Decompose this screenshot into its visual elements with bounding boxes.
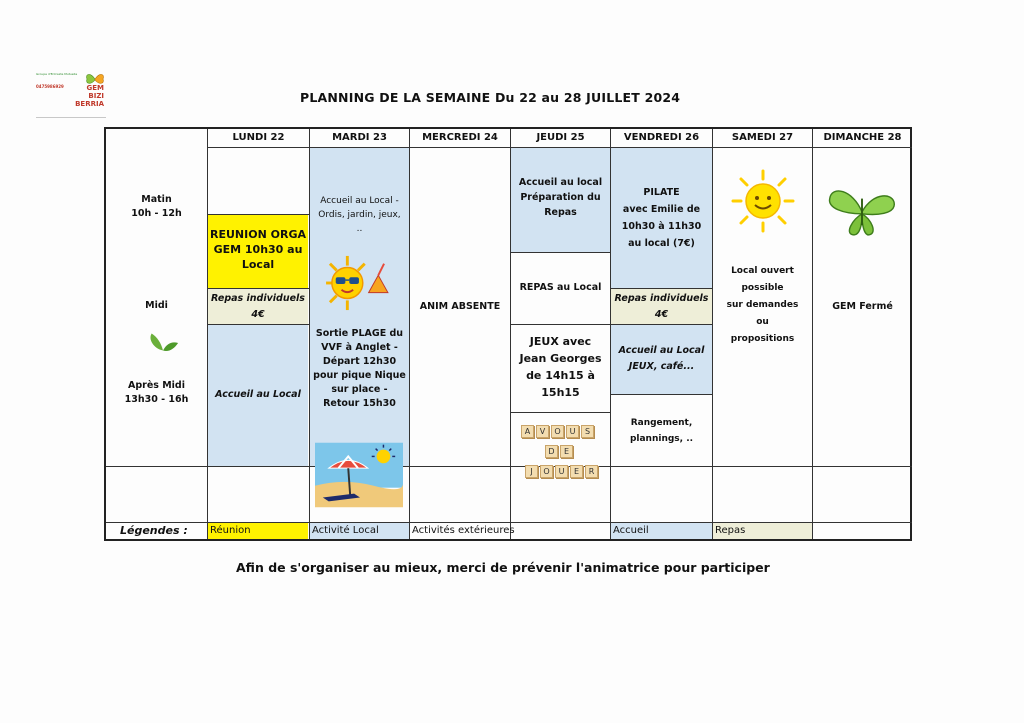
tile: D (545, 445, 558, 458)
mardi-sortie: Sortie PLAGE du VVF à Anglet - Départ 12h30 pour pique Nique sur place - Retour 15h30 (313, 328, 406, 409)
legend-reunion: Réunion (210, 525, 251, 536)
vendredi-pilate: PILATE avec Emilie de 10h30 à 11h30 au local (7€) (621, 187, 702, 249)
tile: A (521, 425, 534, 438)
jeudi-matin: Accueil au local Préparation du Repas (518, 177, 603, 218)
tile: E (570, 465, 583, 478)
day-header-samedi: SAMEDI 27 (731, 132, 794, 143)
green-butterfly-icon (824, 179, 900, 241)
tile: J (525, 465, 538, 478)
legend-accueil: Accueil (613, 525, 649, 536)
day-header-mardi: MARDI 23 (332, 132, 387, 143)
lundi-apres: Accueil au Local (215, 389, 301, 400)
legend-title: Légendes : (120, 524, 188, 537)
lundi-repas: Repas individuels 4€ (211, 293, 305, 320)
tile: O (551, 425, 564, 438)
scrabble-tiles-a-vous-de-jouer (520, 419, 604, 479)
day-header-vendredi: VENDREDI 26 (623, 132, 700, 143)
jeudi-midi: REPAS au Local (519, 282, 602, 293)
dimanche-gem-ferme: GEM Fermé (832, 301, 893, 312)
logo-name: GEM BIZI BERRIA (75, 84, 104, 108)
tile: V (536, 425, 549, 438)
vendredi-apres: Accueil au Local JEUX, café... (618, 345, 705, 372)
tile: R (585, 465, 598, 478)
legend-activites-exterieures: Activités extérieures (412, 525, 515, 536)
schedule-table (104, 127, 912, 541)
smiling-sun-icon (731, 169, 795, 233)
tile: O (540, 465, 553, 478)
lundi-reunion: REUNION ORGA GEM 10h30 au Local (210, 228, 306, 271)
day-header-dimanche: DIMANCHE 28 (823, 132, 902, 143)
period-midi: Midi (145, 300, 168, 311)
samedi-local-ouvert: Local ouvert possible sur demandes ou propositions (726, 266, 799, 344)
tile: S (581, 425, 594, 438)
day-header-mercredi: MERCREDI 24 (422, 132, 498, 143)
leaf-butterfly-icon (146, 329, 180, 357)
period-apres-midi: Après Midi 13h30 - 16h (124, 380, 189, 405)
logo-phone: 0475986929 (36, 84, 64, 89)
gem-logo (36, 72, 108, 120)
tile: U (566, 425, 579, 438)
legend-repas: Repas (715, 525, 746, 536)
jeudi-jeux: JEUX avec Jean Georges de 14h15 à 15h15 (519, 335, 602, 399)
legend-activite-local: Activité Local (312, 525, 379, 536)
mercredi-anim-absente: ANIM ABSENTE (419, 301, 501, 312)
tile: U (555, 465, 568, 478)
vendredi-repas: Repas individuels 4€ (614, 293, 709, 320)
vendredi-rangement: Rangement, plannings, .. (629, 418, 694, 444)
footer-note: Afin de s'organiser au mieux, merci de prévenir l'animatrice pour participer (236, 560, 770, 575)
day-header-jeudi: JEUDI 25 (536, 132, 585, 143)
logo-caption: Groupe d'Entraide Mutuelle (36, 72, 78, 76)
logo-underline (36, 117, 106, 118)
sun-sunglasses-icon (318, 254, 396, 312)
tile: E (560, 445, 573, 458)
page-title: PLANNING DE LA SEMAINE Du 22 au 28 JUILLET 2024 (300, 90, 681, 105)
period-matin: Matin 10h - 12h (131, 194, 182, 219)
day-header-lundi: LUNDI 22 (232, 132, 285, 143)
beach-umbrella-icon (315, 442, 403, 508)
mardi-matin: Accueil au Local - Ordis, jardin, jeux, .. (318, 196, 401, 234)
